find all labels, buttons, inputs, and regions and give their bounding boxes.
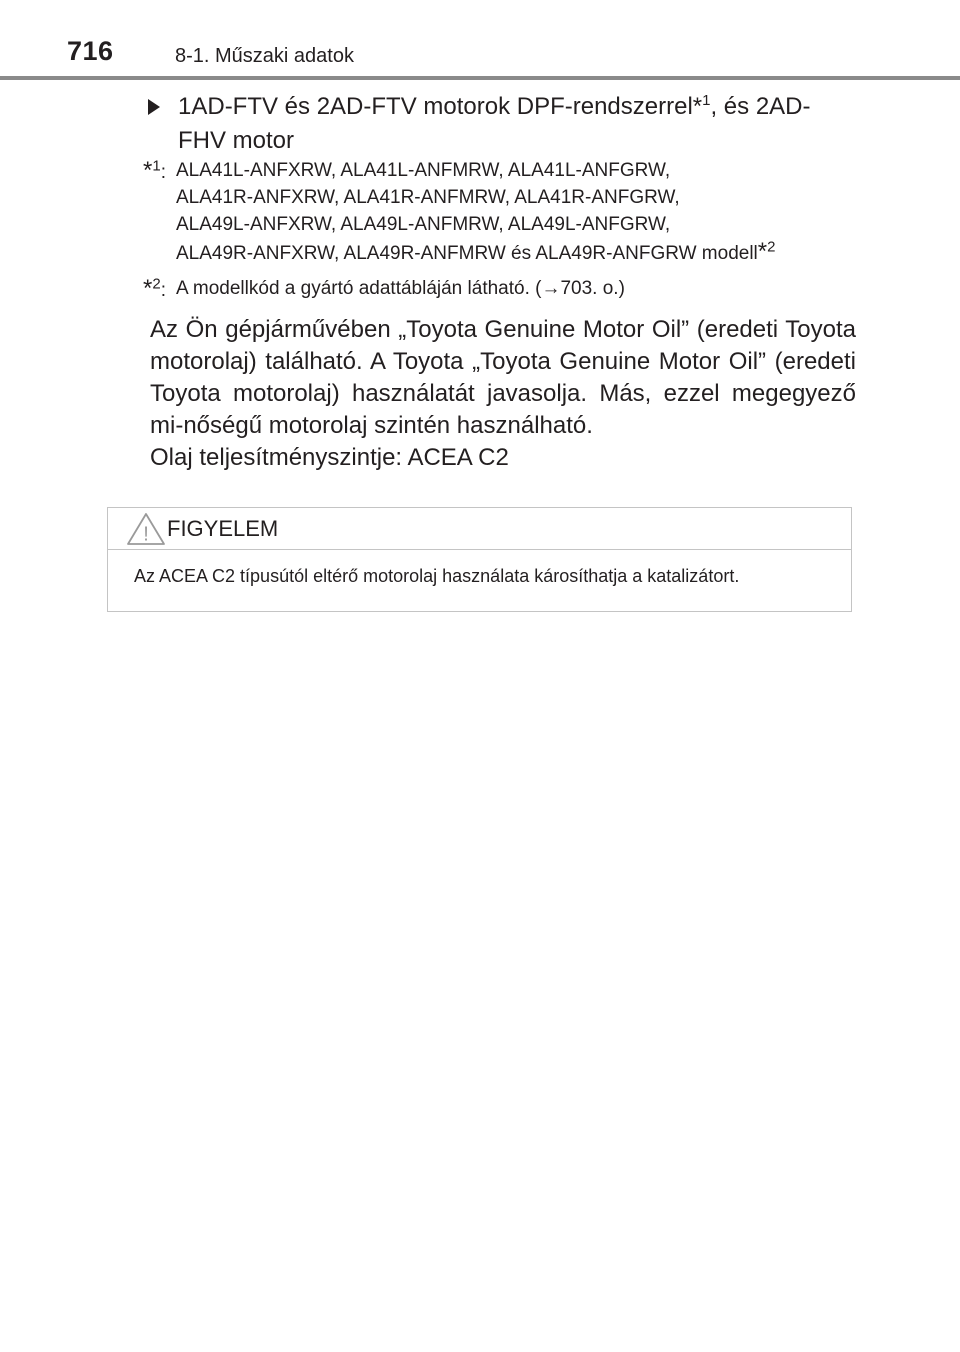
footnote-ref-star: * [692,93,703,120]
page-header [0,0,960,80]
model-codes-line: ALA49R-ANFXRW, ALA49R-ANFMRW és ALA49R-ANFGRW modell [176,243,758,264]
footnote-2-ref-star: * [757,238,768,265]
section-title: 8-1. Műszaki adatok [175,45,354,67]
engine-bullet [148,90,858,158]
model-codes-line: ALA49L-ANFXRW, ALA49L-ANFMRW, ALA49L-ANFGRW, [176,214,671,235]
footnote-1-colon: : [160,162,166,183]
warning-header [108,508,851,550]
footnote-1-marker [143,157,166,186]
footnote-1-star: * [143,157,153,184]
footnote-2 [143,275,863,302]
footnote-1-number: 1 [152,157,161,175]
header-divider [0,76,960,80]
arrow-right-icon: → [541,278,561,299]
oil-performance-level: Olaj teljesítményszintje: ACEA C2 [150,444,509,471]
triangle-bullet-icon [148,99,160,115]
footnote-2-text-a: A modellkód a gyártó adattábláján látható. ( [176,278,542,299]
footnote-1 [143,157,863,267]
warning-title: FIGYELEM [167,516,279,541]
footnote-2-body [176,275,863,302]
bullet-text-part-b: , és 2AD-FHV motor [178,93,811,154]
footnote-2-star: * [143,275,153,302]
page-reference-link[interactable]: 703. o.) [560,278,625,299]
warning-glyph: ! [143,523,149,546]
model-codes-line: ALA41R-ANFXRW, ALA41R-ANFMRW, ALA41R-ANFGRW, [176,187,680,208]
footnote-2-number: 2 [152,275,161,293]
oil-info-paragraph: Az Ön gépjárművében „Toyota Genuine Motor Oil” (eredeti Toyota motorolaj) található. A Toyota „Toyota Genuine Motor Oil” (eredeti Toyota motorolaj) használatát javasolja. Más, ezzel megegyező mi-nőségű motorolaj szintén használható. [150,316,856,439]
warning-triangle-icon [126,512,166,546]
footnote-2-marker [143,275,166,304]
warning-box [107,507,852,612]
bullet-text-part-a: 1AD-FTV és 2AD-FTV motorok DPF-rendszerrel [178,93,693,120]
engine-bullet-text [178,90,858,158]
warning-text: Az ACEA C2 típusútól eltérő motorolaj használata károsíthatja a katalizátort. [134,566,740,586]
page-number: 716 [67,36,114,66]
model-codes-line: ALA41L-ANFXRW, ALA41L-ANFMRW, ALA41L-ANFGRW, [176,160,671,181]
footnote-2-ref-number: 2 [767,238,776,256]
footnote-2-colon: : [160,280,166,301]
footnote-1-body [176,157,863,267]
footnote-ref-number: 1 [702,92,711,109]
